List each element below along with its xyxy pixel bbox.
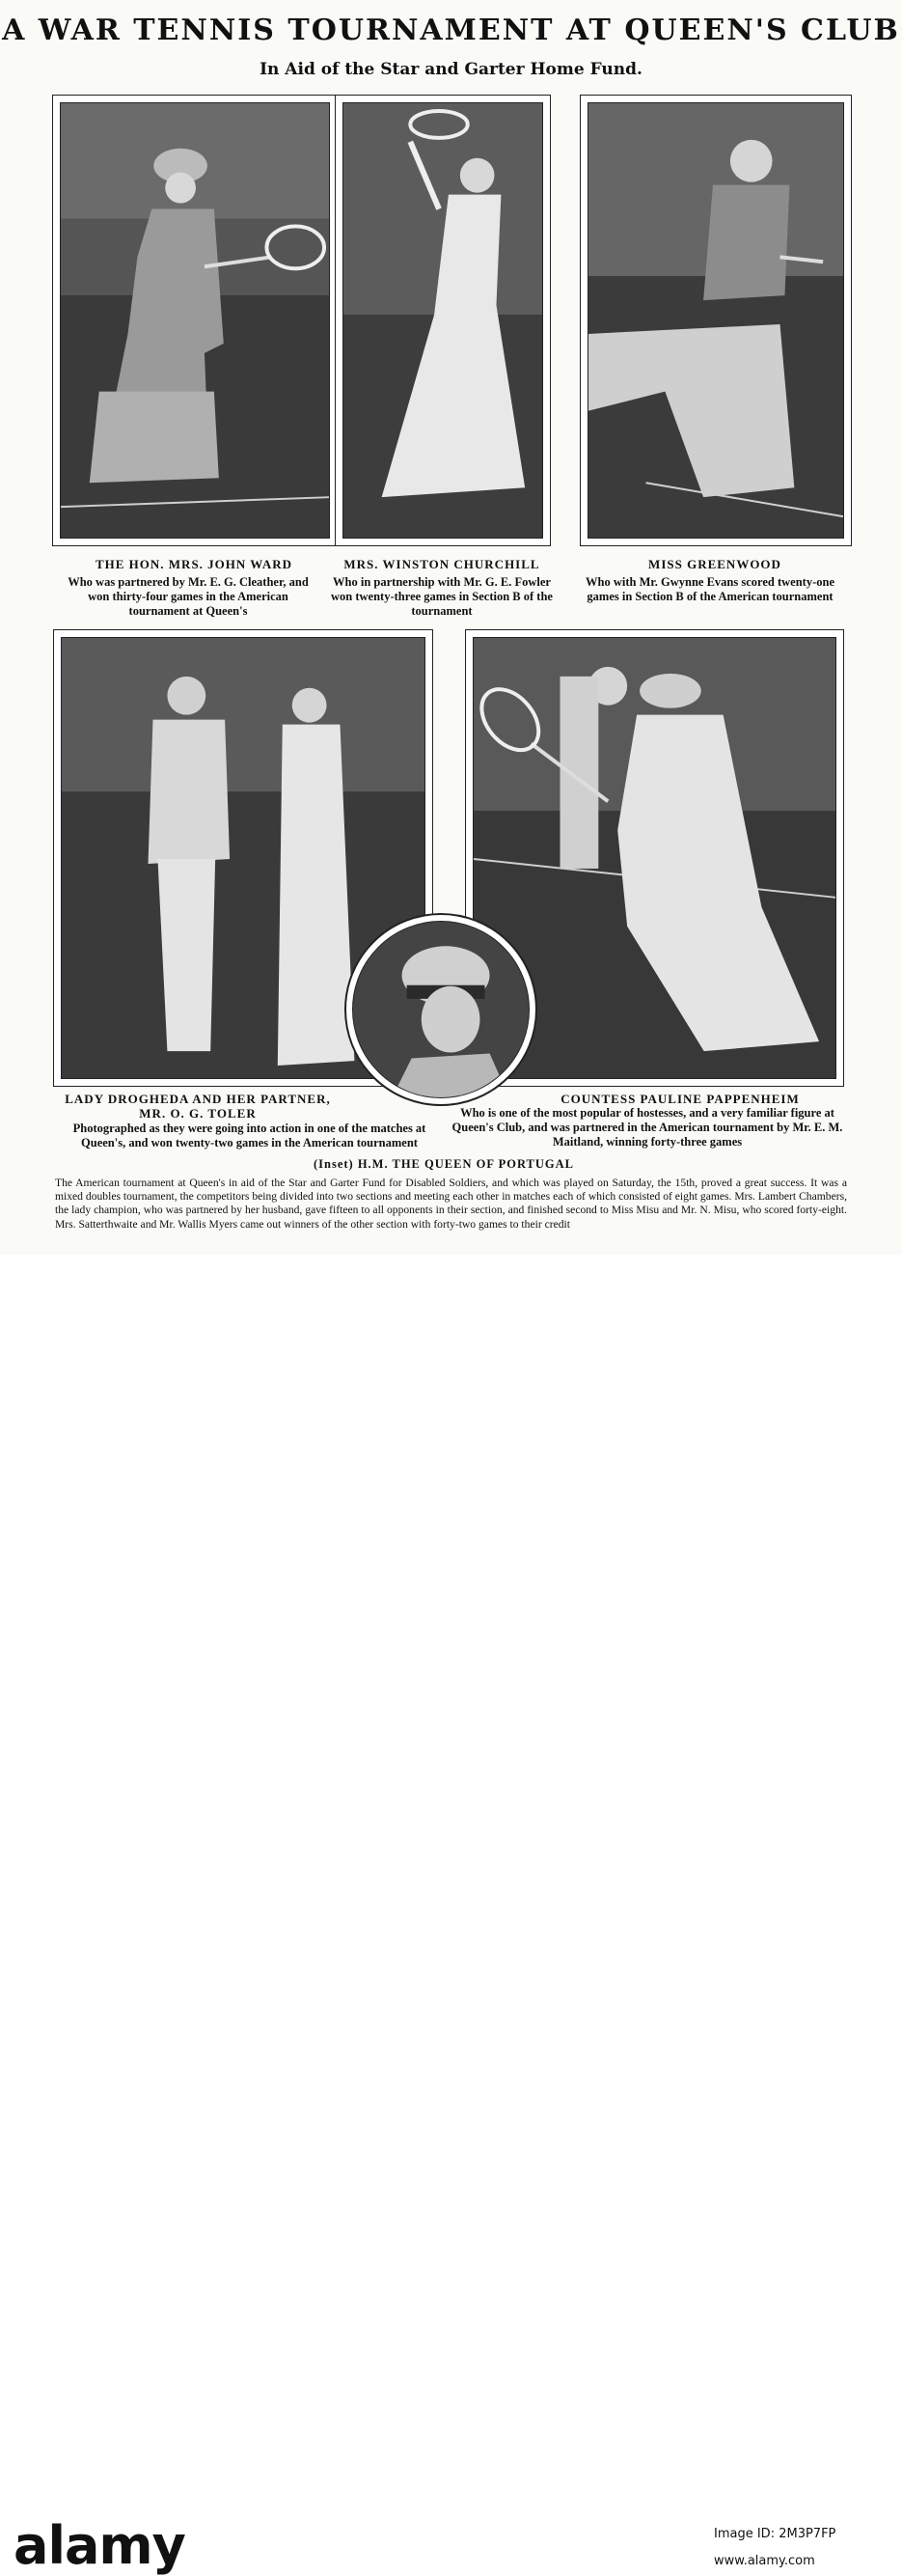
inset-caption: (Inset) H.M. THE QUEEN OF PORTUGAL [313, 1157, 575, 1171]
tennis-player-photo [343, 103, 542, 538]
caption-text-greenwood: Who with Mr. Gwynne Evans scored twenty-one games in Section B of the American tournament [586, 575, 834, 603]
photo-frame-greenwood [580, 95, 852, 546]
caption-title-drogheda-line1: LADY DROGHEDA AND HER PARTNER, [65, 1092, 331, 1106]
magazine-page [0, 0, 902, 1255]
photo-ward [60, 102, 330, 539]
watermark-bar [0, 1255, 902, 2576]
caption-text-churchill: Who in partnership with Mr. G. E. Fowler won twenty-three games in Section B of the tournament [331, 575, 553, 618]
portrait-photo [353, 922, 529, 1097]
inset-photo [352, 921, 530, 1098]
caption-title-ward: THE HON. MRS. JOHN WARD [95, 557, 293, 571]
alamy-logo: alamy [14, 2515, 185, 2576]
tennis-player-photo [61, 103, 329, 538]
caption-title-churchill: MRS. WINSTON CHURCHILL [343, 557, 540, 571]
caption-title-drogheda-line2: MR. O. G. TOLER [139, 1106, 257, 1121]
caption-title-greenwood: MISS GREENWOOD [648, 557, 781, 571]
tennis-player-photo [588, 103, 843, 538]
inset-portrait [344, 913, 537, 1106]
page-title: A WAR TENNIS TOURNAMENT AT QUEEN'S CLUB [2, 14, 900, 47]
alamy-url: www.alamy.com [714, 2554, 815, 2568]
caption-text-drogheda: Photographed as they were going into action in one of the matches at Queen's, and won twenty-two games in the American tournament [72, 1122, 426, 1150]
caption-text-pappenheim: Who is one of the most popular of hostesses, and a very familiar figure at Queen's Club, and was partnered in the American tournament by Mr. E. M. Maitland, winning forty-three games [451, 1106, 843, 1149]
caption-title-pappenheim: COUNTESS PAULINE PAPPENHEIM [560, 1092, 800, 1106]
photo-greenwood [588, 102, 844, 539]
photo-frame-ward [52, 95, 338, 546]
image-id-label: Image ID: 2M3P7FP [714, 2527, 836, 2541]
page-subtitle: In Aid of the Star and Garter Home Fund. [260, 60, 642, 79]
photo-frame-churchill [335, 95, 551, 546]
watermark-meta [714, 2521, 888, 2575]
caption-text-ward: Who was partnered by Mr. E. G. Cleather, and won thirty-four games in the American tournament at Queen's [68, 575, 309, 618]
photo-churchill [342, 102, 543, 539]
article-body: The American tournament at Queen's in aid of the Star and Garter Fund for Disabled Soldiers, and which was played on Saturday, the 15th, proved a great success. It was a mixed doubles tournament, the competitors being divided into two sections and meeting each other in matches each of which consisted of eight games. Mrs. Lambert Chambers, the lady champion, who was partnered by her husband, gave fifteen to all opponents in their section, and finished second to Miss Misu and Mr. N. Misu, who scored forty-eight. Mrs. Satterthwaite and Mr. Wallis Myers came out winners of the other section with forty-two games to their credit [55, 1177, 847, 1231]
